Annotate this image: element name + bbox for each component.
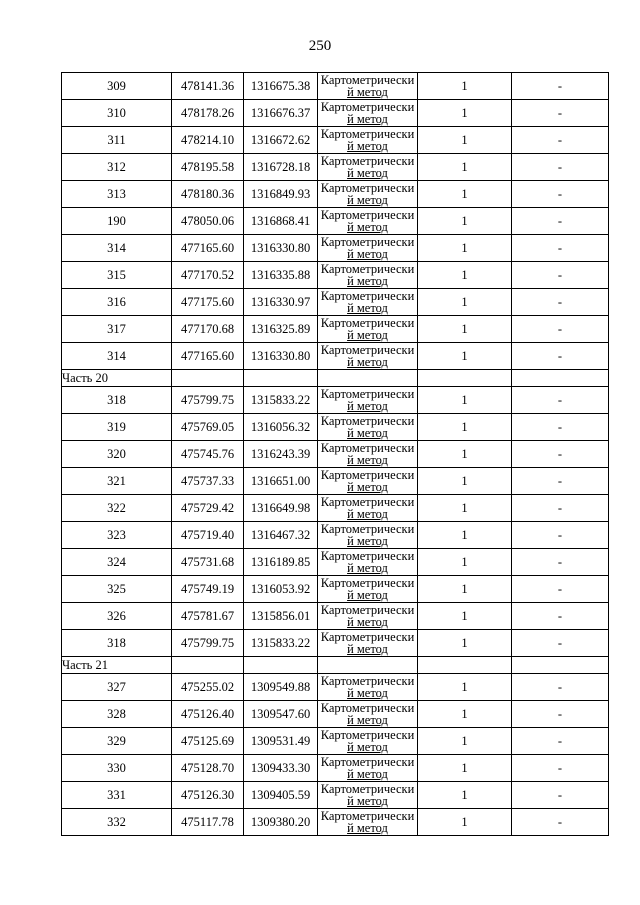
empty-cell (318, 657, 418, 674)
count-cell: 1 (418, 603, 512, 630)
count-cell: 1 (418, 728, 512, 755)
coordinate-y: 1316330.80 (244, 235, 318, 262)
method-text-line1: Картометрически (320, 468, 415, 482)
method-text-line2: й метод (347, 399, 388, 413)
table-row (62, 441, 609, 468)
dash-cell: - (512, 387, 609, 414)
method-cell (318, 289, 418, 316)
method-text-line1: Картометрически (320, 208, 415, 222)
method-cell (318, 441, 418, 468)
dash-cell: - (512, 809, 609, 836)
coordinates-table-body (62, 73, 609, 836)
dash-cell: - (512, 181, 609, 208)
count-cell: 1 (418, 755, 512, 782)
count-cell: 1 (418, 127, 512, 154)
dash-cell: - (512, 262, 609, 289)
coordinate-x: 477175.60 (172, 289, 244, 316)
table-row (62, 755, 609, 782)
coordinate-x: 475719.40 (172, 522, 244, 549)
dash-cell: - (512, 495, 609, 522)
empty-cell (244, 657, 318, 674)
count-cell: 1 (418, 289, 512, 316)
table-row (62, 674, 609, 701)
count-cell: 1 (418, 73, 512, 100)
count-cell: 1 (418, 235, 512, 262)
dash-cell: - (512, 208, 609, 235)
method-cell (318, 262, 418, 289)
coordinate-x: 475799.75 (172, 630, 244, 657)
empty-cell (418, 657, 512, 674)
coordinate-x: 475729.42 (172, 495, 244, 522)
dash-cell: - (512, 603, 609, 630)
coordinate-y: 1316868.41 (244, 208, 318, 235)
count-cell: 1 (418, 630, 512, 657)
part-header-row (62, 657, 609, 674)
method-text-line2: й метод (347, 534, 388, 548)
method-text-line1: Картометрически (320, 316, 415, 330)
coordinate-x: 478180.36 (172, 181, 244, 208)
part-label: Часть 20 (62, 370, 172, 387)
method-cell (318, 809, 418, 836)
dash-cell: - (512, 289, 609, 316)
coordinate-x: 475769.05 (172, 414, 244, 441)
coordinate-x: 475128.70 (172, 755, 244, 782)
table-row (62, 235, 609, 262)
method-text-line1: Картометрически (320, 414, 415, 428)
dash-cell: - (512, 100, 609, 127)
coordinate-y: 1315833.22 (244, 630, 318, 657)
method-text-line1: Картометрически (320, 728, 415, 742)
method-text-line2: й метод (347, 193, 388, 207)
point-number: 319 (62, 414, 172, 441)
method-text-line1: Картометрически (320, 674, 415, 688)
method-text-line1: Картометрически (320, 755, 415, 769)
dash-cell: - (512, 73, 609, 100)
coordinate-y: 1316651.00 (244, 468, 318, 495)
coordinate-y: 1309549.88 (244, 674, 318, 701)
method-text-line1: Картометрически (320, 782, 415, 796)
table-row (62, 387, 609, 414)
method-text-line2: й метод (347, 686, 388, 700)
method-cell (318, 100, 418, 127)
point-number: 321 (62, 468, 172, 495)
method-text-line1: Картометрически (320, 549, 415, 563)
method-text-line2: й метод (347, 794, 388, 808)
method-cell (318, 522, 418, 549)
count-cell: 1 (418, 262, 512, 289)
table-row (62, 316, 609, 343)
coordinate-y: 1309405.59 (244, 782, 318, 809)
count-cell: 1 (418, 522, 512, 549)
dash-cell: - (512, 235, 609, 262)
point-number: 316 (62, 289, 172, 316)
count-cell: 1 (418, 414, 512, 441)
count-cell: 1 (418, 181, 512, 208)
coordinates-table (61, 72, 609, 836)
point-number: 325 (62, 576, 172, 603)
point-number: 329 (62, 728, 172, 755)
method-text-line2: й метод (347, 588, 388, 602)
method-cell (318, 755, 418, 782)
method-text-line2: й метод (347, 220, 388, 234)
method-text-line2: й метод (347, 561, 388, 575)
dash-cell: - (512, 782, 609, 809)
method-cell (318, 468, 418, 495)
method-cell (318, 549, 418, 576)
dash-cell: - (512, 701, 609, 728)
method-text-line2: й метод (347, 507, 388, 521)
point-number: 324 (62, 549, 172, 576)
method-text-line1: Картометрически (320, 603, 415, 617)
point-number: 322 (62, 495, 172, 522)
coordinate-x: 475737.33 (172, 468, 244, 495)
dash-cell: - (512, 441, 609, 468)
empty-cell (244, 370, 318, 387)
count-cell: 1 (418, 316, 512, 343)
table-row (62, 630, 609, 657)
coordinate-y: 1316325.89 (244, 316, 318, 343)
method-text-line1: Картометрически (320, 701, 415, 715)
empty-cell (512, 657, 609, 674)
dash-cell: - (512, 414, 609, 441)
coordinate-y: 1316189.85 (244, 549, 318, 576)
method-cell (318, 728, 418, 755)
empty-cell (172, 657, 244, 674)
coordinate-y: 1316467.32 (244, 522, 318, 549)
method-cell (318, 630, 418, 657)
dash-cell: - (512, 127, 609, 154)
method-text-line1: Картометрически (320, 630, 415, 644)
method-cell (318, 414, 418, 441)
method-cell (318, 181, 418, 208)
coordinate-y: 1316676.37 (244, 100, 318, 127)
coordinate-x: 475125.69 (172, 728, 244, 755)
dash-cell: - (512, 316, 609, 343)
count-cell: 1 (418, 549, 512, 576)
coordinate-x: 475255.02 (172, 674, 244, 701)
point-number: 313 (62, 181, 172, 208)
method-text-line2: й метод (347, 355, 388, 369)
method-cell (318, 343, 418, 370)
count-cell: 1 (418, 387, 512, 414)
empty-cell (418, 370, 512, 387)
method-text-line1: Картометрически (320, 576, 415, 590)
coordinate-y: 1316243.39 (244, 441, 318, 468)
count-cell: 1 (418, 674, 512, 701)
coordinate-x: 475126.30 (172, 782, 244, 809)
part-label: Часть 21 (62, 657, 172, 674)
table-row (62, 100, 609, 127)
point-number: 310 (62, 100, 172, 127)
method-text-line2: й метод (347, 301, 388, 315)
count-cell: 1 (418, 809, 512, 836)
method-text-line1: Картометрически (320, 343, 415, 357)
method-text-line2: й метод (347, 274, 388, 288)
coordinate-y: 1316335.88 (244, 262, 318, 289)
count-cell: 1 (418, 701, 512, 728)
coordinate-x: 478214.10 (172, 127, 244, 154)
method-text-line1: Картометрически (320, 387, 415, 401)
method-cell (318, 674, 418, 701)
method-text-line2: й метод (347, 767, 388, 781)
table-row (62, 603, 609, 630)
coordinate-x: 475799.75 (172, 387, 244, 414)
method-cell (318, 576, 418, 603)
dash-cell: - (512, 522, 609, 549)
coordinate-x: 477170.52 (172, 262, 244, 289)
method-text-line2: й метод (347, 139, 388, 153)
coordinate-x: 478050.06 (172, 208, 244, 235)
method-cell (318, 154, 418, 181)
point-number: 327 (62, 674, 172, 701)
method-text-line1: Картометрически (320, 73, 415, 87)
method-cell (318, 603, 418, 630)
coordinate-y: 1316053.92 (244, 576, 318, 603)
point-number: 311 (62, 127, 172, 154)
method-text-line2: й метод (347, 642, 388, 656)
coordinate-x: 477165.60 (172, 235, 244, 262)
count-cell: 1 (418, 576, 512, 603)
coordinate-y: 1316649.98 (244, 495, 318, 522)
coordinate-y: 1316056.32 (244, 414, 318, 441)
part-header-row (62, 370, 609, 387)
method-cell (318, 235, 418, 262)
method-text-line2: й метод (347, 112, 388, 126)
table-row (62, 154, 609, 181)
coordinate-y: 1316728.18 (244, 154, 318, 181)
method-text-line1: Картометрически (320, 127, 415, 141)
method-text-line1: Картометрически (320, 154, 415, 168)
method-cell (318, 782, 418, 809)
method-text-line2: й метод (347, 328, 388, 342)
table-row (62, 289, 609, 316)
count-cell: 1 (418, 495, 512, 522)
point-number: 318 (62, 630, 172, 657)
coordinate-y: 1315833.22 (244, 387, 318, 414)
dash-cell: - (512, 674, 609, 701)
empty-cell (172, 370, 244, 387)
point-number: 330 (62, 755, 172, 782)
point-number: 326 (62, 603, 172, 630)
point-number: 320 (62, 441, 172, 468)
method-text-line1: Картометрически (320, 181, 415, 195)
method-text-line2: й метод (347, 247, 388, 261)
coordinate-x: 478178.26 (172, 100, 244, 127)
dash-cell: - (512, 343, 609, 370)
table-row (62, 208, 609, 235)
coordinate-x: 475731.68 (172, 549, 244, 576)
table-row (62, 73, 609, 100)
table-row (62, 262, 609, 289)
point-number: 309 (62, 73, 172, 100)
dash-cell: - (512, 728, 609, 755)
method-text-line2: й метод (347, 740, 388, 754)
coordinate-x: 477170.68 (172, 316, 244, 343)
dash-cell: - (512, 630, 609, 657)
coordinate-x: 478195.58 (172, 154, 244, 181)
point-number: 190 (62, 208, 172, 235)
method-text-line1: Картометрически (320, 100, 415, 114)
method-text-line2: й метод (347, 453, 388, 467)
method-cell (318, 316, 418, 343)
count-cell: 1 (418, 782, 512, 809)
point-number: 317 (62, 316, 172, 343)
point-number: 312 (62, 154, 172, 181)
table-row (62, 782, 609, 809)
method-cell (318, 701, 418, 728)
page-number: 250 (308, 38, 332, 54)
point-number: 314 (62, 235, 172, 262)
method-cell (318, 127, 418, 154)
method-cell (318, 73, 418, 100)
method-text-line1: Картометрически (320, 522, 415, 536)
dash-cell: - (512, 468, 609, 495)
dash-cell: - (512, 154, 609, 181)
table-row (62, 181, 609, 208)
method-text-line2: й метод (347, 615, 388, 629)
table-row (62, 522, 609, 549)
method-text-line2: й метод (347, 713, 388, 727)
coordinate-x: 475745.76 (172, 441, 244, 468)
method-text-line2: й метод (347, 166, 388, 180)
method-text-line2: й метод (347, 480, 388, 494)
point-number: 332 (62, 809, 172, 836)
coordinate-x: 477165.60 (172, 343, 244, 370)
method-text-line1: Картометрически (320, 235, 415, 249)
dash-cell: - (512, 755, 609, 782)
dash-cell: - (512, 576, 609, 603)
count-cell: 1 (418, 208, 512, 235)
empty-cell (512, 370, 609, 387)
coordinate-y: 1316330.80 (244, 343, 318, 370)
method-text-line1: Картометрически (320, 262, 415, 276)
method-text-line2: й метод (347, 85, 388, 99)
coordinate-y: 1316675.38 (244, 73, 318, 100)
method-text-line1: Картометрически (320, 809, 415, 823)
table-row (62, 414, 609, 441)
coordinate-x: 475781.67 (172, 603, 244, 630)
coordinate-y: 1316330.97 (244, 289, 318, 316)
point-number: 315 (62, 262, 172, 289)
dash-cell: - (512, 549, 609, 576)
table-row (62, 495, 609, 522)
table-row (62, 576, 609, 603)
method-cell (318, 495, 418, 522)
coordinate-y: 1309547.60 (244, 701, 318, 728)
empty-cell (318, 370, 418, 387)
table-row (62, 549, 609, 576)
table-row (62, 343, 609, 370)
count-cell: 1 (418, 154, 512, 181)
point-number: 328 (62, 701, 172, 728)
coordinate-x: 475117.78 (172, 809, 244, 836)
method-text-line2: й метод (347, 821, 388, 835)
count-cell: 1 (418, 468, 512, 495)
point-number: 318 (62, 387, 172, 414)
coordinate-y: 1309380.20 (244, 809, 318, 836)
method-cell (318, 387, 418, 414)
method-cell (318, 208, 418, 235)
table-row (62, 468, 609, 495)
coordinate-y: 1309531.49 (244, 728, 318, 755)
coordinate-y: 1316849.93 (244, 181, 318, 208)
coordinate-y: 1309433.30 (244, 755, 318, 782)
table-row (62, 127, 609, 154)
count-cell: 1 (418, 441, 512, 468)
coordinate-x: 475126.40 (172, 701, 244, 728)
method-text-line1: Картометрически (320, 495, 415, 509)
method-text-line1: Картометрически (320, 441, 415, 455)
count-cell: 1 (418, 343, 512, 370)
point-number: 323 (62, 522, 172, 549)
table-row (62, 728, 609, 755)
method-text-line1: Картометрически (320, 289, 415, 303)
coordinate-x: 478141.36 (172, 73, 244, 100)
point-number: 314 (62, 343, 172, 370)
table-row (62, 701, 609, 728)
method-text-line2: й метод (347, 426, 388, 440)
table-row (62, 809, 609, 836)
coordinate-y: 1315856.01 (244, 603, 318, 630)
coordinate-y: 1316672.62 (244, 127, 318, 154)
coordinate-x: 475749.19 (172, 576, 244, 603)
point-number: 331 (62, 782, 172, 809)
count-cell: 1 (418, 100, 512, 127)
